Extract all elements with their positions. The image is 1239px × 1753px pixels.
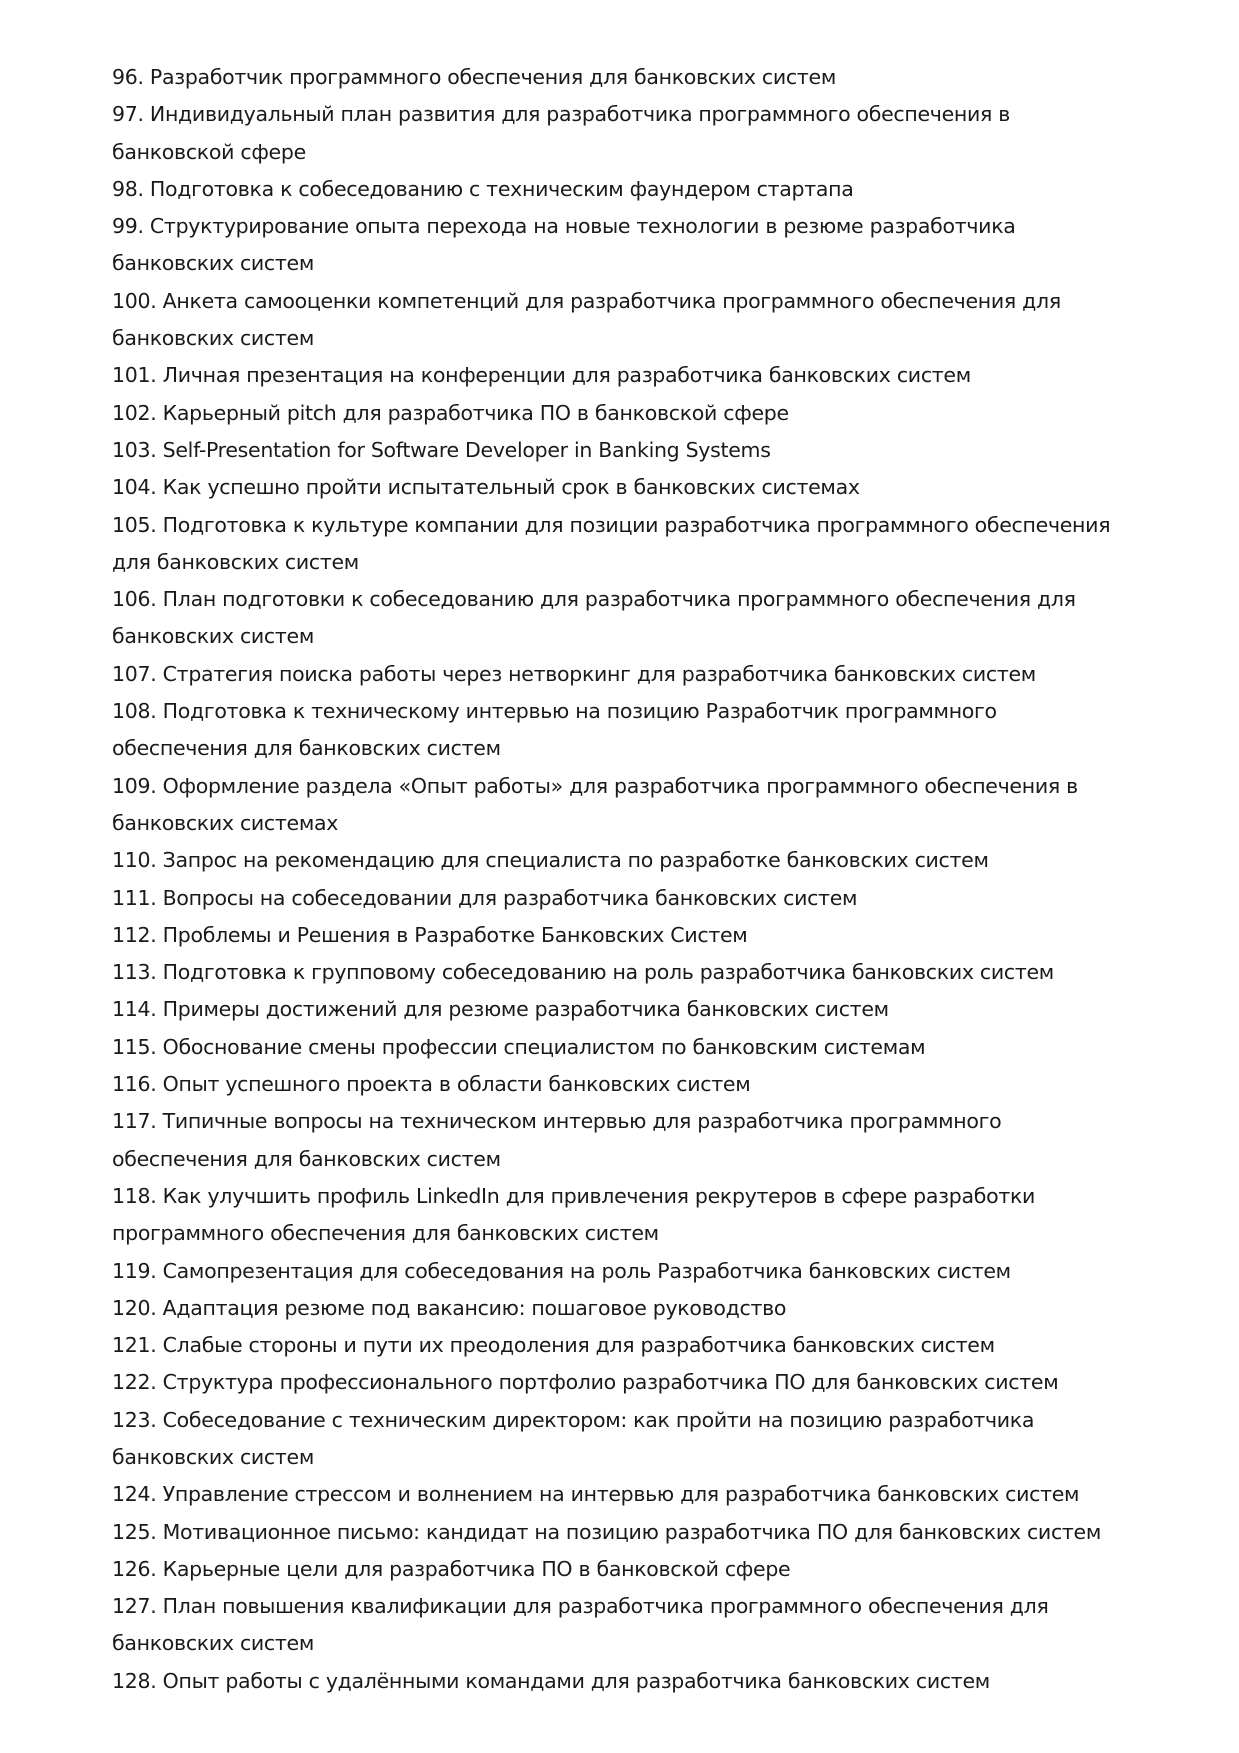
list-item: 119. Самопрезентация для собеседования на роль Разработчика банковских систем bbox=[112, 1258, 1011, 1283]
list-item: 117. Типичные вопросы на техническом интервью для разработчика программного обеспечения для банковских систем bbox=[112, 1109, 1002, 1171]
list-item: 112. Проблемы и Решения в Разработке Банковских Систем bbox=[112, 922, 748, 947]
list-item: 113. Подготовка к групповому собеседованию на роль разработчика банковских систем bbox=[112, 960, 1054, 985]
list-item: 100. Анкета самооценки компетенций для разработчика программного обеспечения для банковских систем bbox=[112, 288, 1061, 351]
list-item: 114. Примеры достижений для резюме разработчика банковских систем bbox=[112, 997, 889, 1022]
document-list bbox=[112, 59, 1132, 1700]
list-item: 105. Подготовка к культуре компании для позиции разработчика программного обеспечения для банковских систем bbox=[112, 512, 1111, 574]
list-item: 115. Обоснование смены профессии специалистом по банковским системам bbox=[112, 1034, 926, 1059]
list-item: 101. Личная презентация на конференции для разработчика банковских систем bbox=[112, 363, 971, 388]
list-item: 116. Опыт успешного проекта в области банковских систем bbox=[112, 1072, 751, 1097]
list-item: 125. Мотивационное письмо: кандидат на позицию разработчика ПО для банковских систем bbox=[112, 1519, 1102, 1544]
list-item: 120. Адаптация резюме под вакансию: пошаговое руководство bbox=[112, 1295, 787, 1320]
list-item: 102. Карьерный pitch для разработчика ПО в банковской сфере bbox=[112, 400, 789, 425]
list-item: 122. Структура профессионального портфолио разработчика ПО для банковских систем bbox=[112, 1370, 1059, 1395]
list-item: 104. Как успешно пройти испытательный срок в банковских системах bbox=[112, 475, 860, 500]
list-item: 121. Слабые стороны и пути их преодоления для разработчика банковских систем bbox=[112, 1333, 995, 1358]
list-item: 109. Оформление раздела «Опыт работы» для разработчика программного обеспечения в банковских системах bbox=[112, 773, 1078, 835]
list-item: 103. Self-Presentation for Software Developer in Banking Systems bbox=[112, 437, 771, 462]
list-item: 126. Карьерные цели для разработчика ПО в банковской сфере bbox=[112, 1556, 791, 1581]
list-item: 97. Индивидуальный план развития для разработчика программного обеспечения в банковской сфере bbox=[112, 102, 1011, 164]
list-item: 107. Стратегия поиска работы через нетворкинг для разработчика банковских систем bbox=[112, 661, 1036, 686]
list-item: 99. Структурирование опыта перехода на новые технологии в резюме разработчика банковских систем bbox=[112, 214, 1016, 276]
list-item: 128. Опыт работы с удалёнными командами для разработчика банковских систем bbox=[112, 1668, 990, 1693]
list-item: 124. Управление стрессом и волнением на интервью для разработчика банковских систем bbox=[112, 1482, 1080, 1507]
list-item: 111. Вопросы на собеседовании для разработчика банковских систем bbox=[112, 885, 858, 910]
list-item: 110. Запрос на рекомендацию для специалиста по разработке банковских систем bbox=[112, 848, 989, 873]
list-item: 108. Подготовка к техническому интервью на позицию Разработчик программного обеспечения для банковских систем bbox=[112, 699, 997, 761]
list-item: 96. Разработчик программного обеспечения для банковских систем bbox=[112, 65, 837, 89]
list-item: 127. План повышения квалификации для разработчика программного обеспечения для банковских систем bbox=[112, 1594, 1049, 1656]
list-item: 98. Подготовка к собеседованию с техническим фаундером стартапа bbox=[112, 176, 854, 201]
list-item: 123. Собеседование с техническим директором: как пройти на позицию разработчика банковских систем bbox=[112, 1407, 1035, 1469]
list-item: 106. План подготовки к собеседованию для разработчика программного обеспечения для банковских систем bbox=[112, 587, 1076, 649]
list-item: 118. Как улучшить профиль LinkedIn для привлечения рекрутеров в сфере разработки программного обеспечения для банковских систем bbox=[112, 1183, 1036, 1246]
